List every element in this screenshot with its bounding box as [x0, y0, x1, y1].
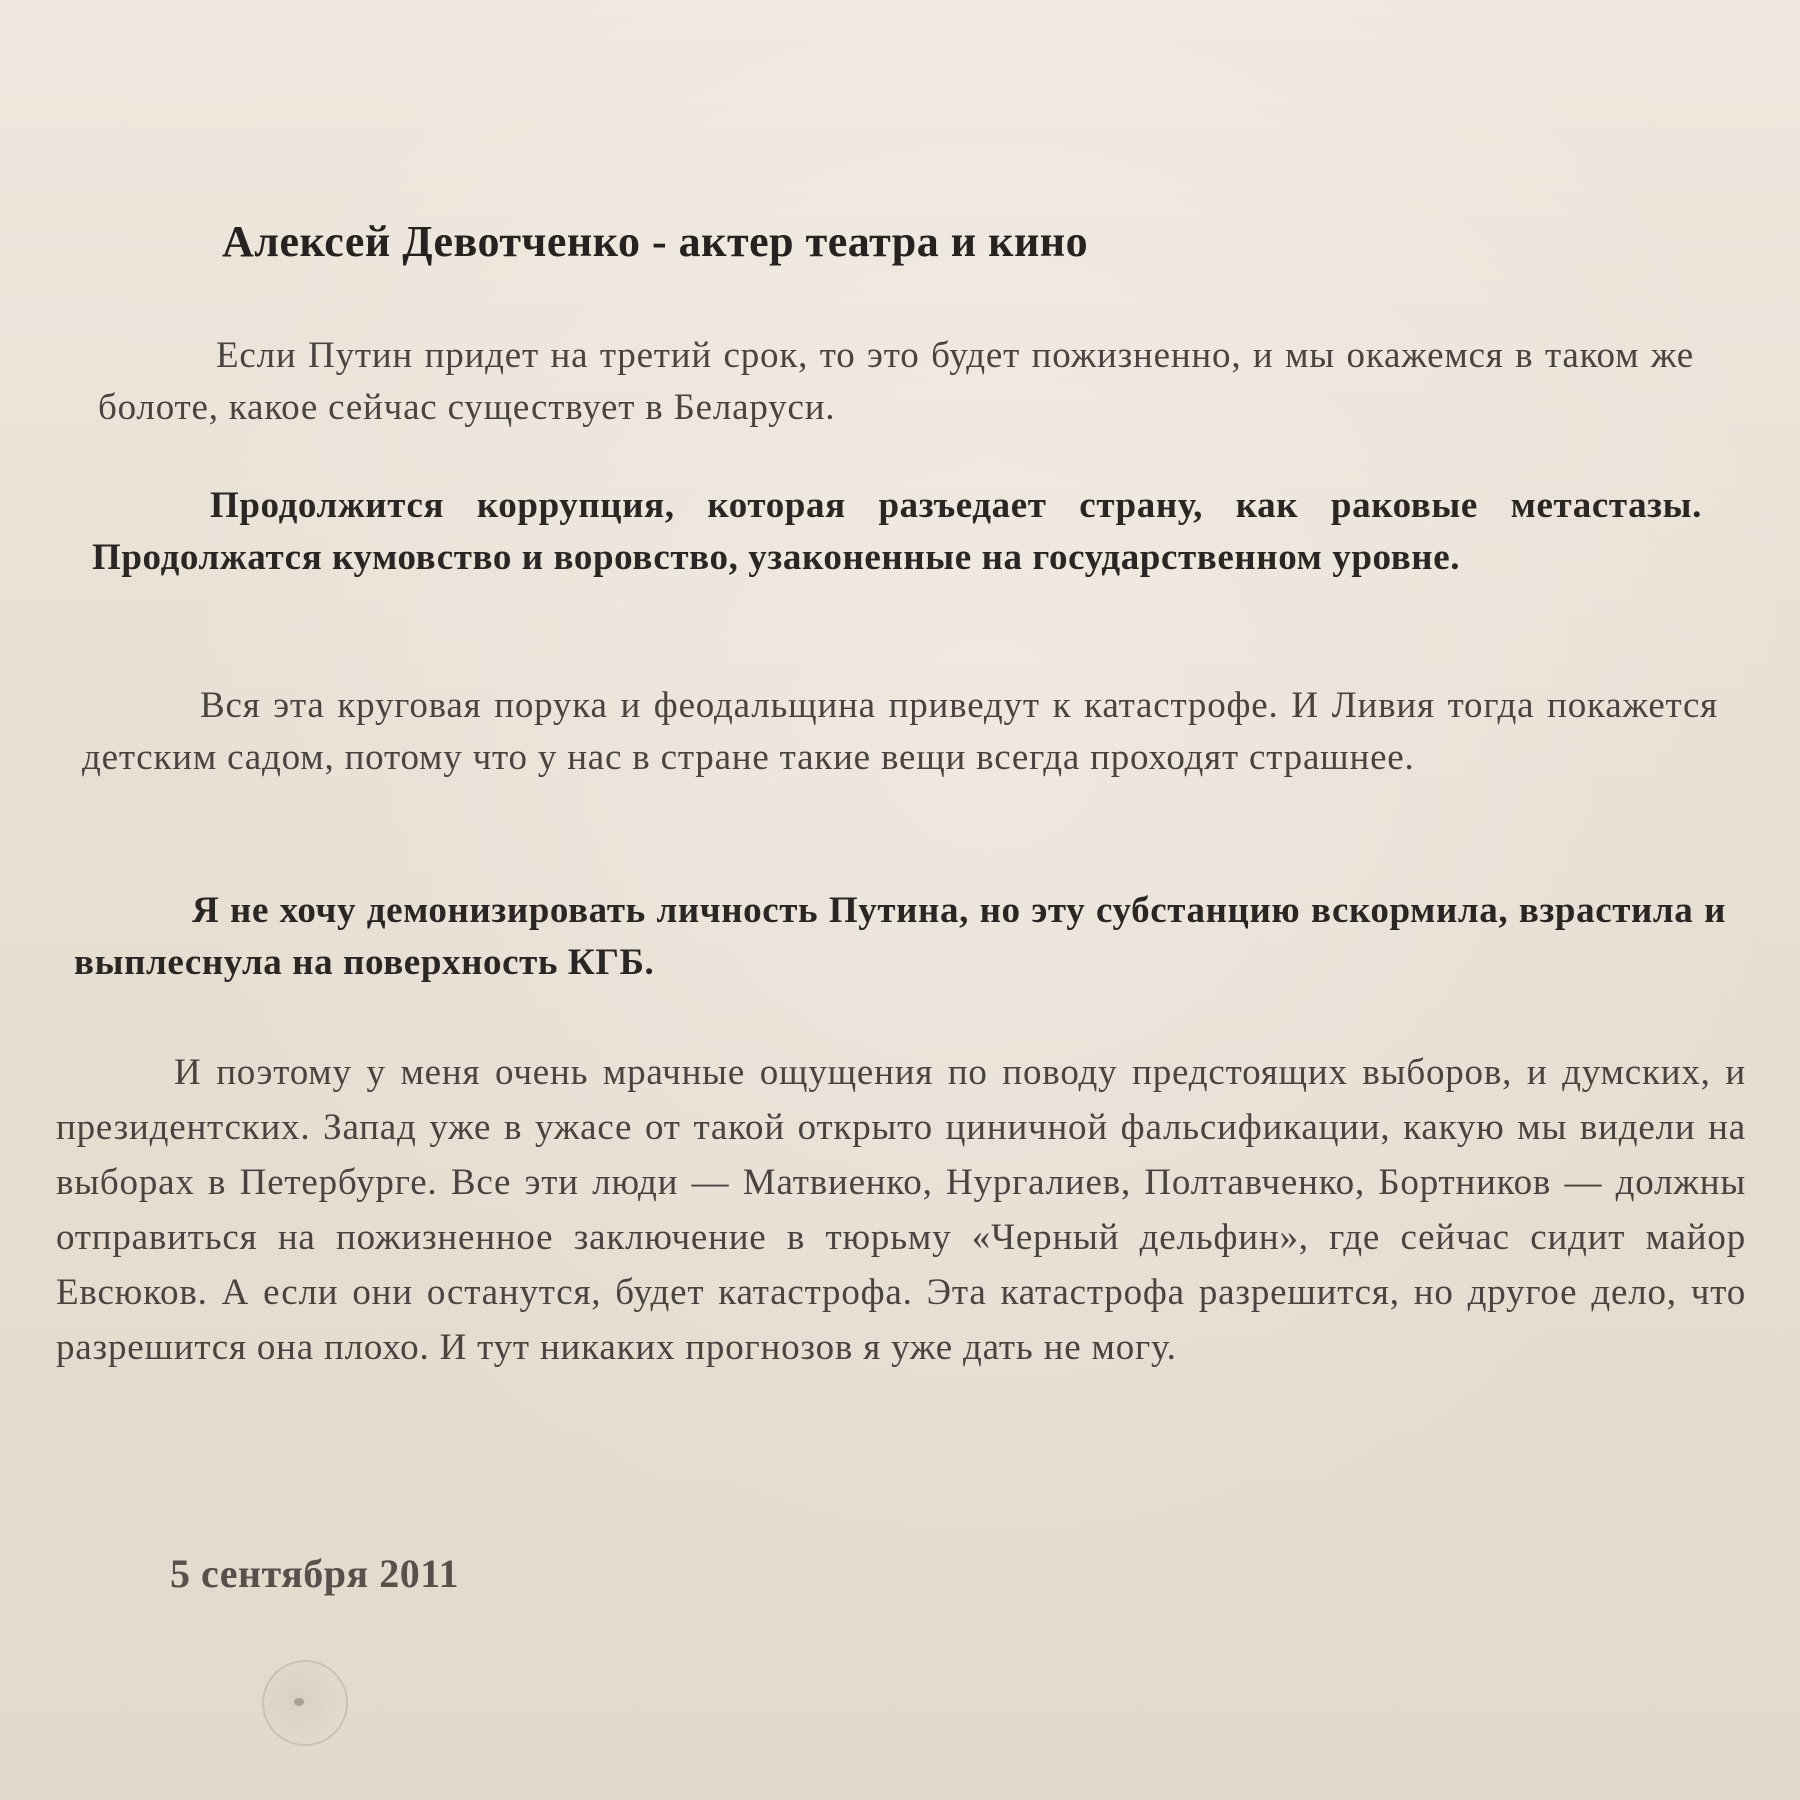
paragraph-third-term: Если Путин придет на третий срок, то это будет пожизненно, и мы окажемся в таком же болоте, какое сейчас существует в Беларуси.	[98, 335, 1694, 428]
paragraph-corruption: Продолжится коррупция, которая разъедает страну, как раковые метастазы. Продолжатся кумовство и воровство, узаконенные на государственном уровне.	[92, 485, 1702, 578]
document-date: 5 сентября 2011	[170, 1551, 459, 1596]
paragraph-elections: И поэтому у меня очень мрачные ощущения по поводу предстоящих выборов, и думских, и президентских. Запад уже в ужасе от такой открыто циничной фальсификации, какую мы видели на выборах в Петербурге. Все эти люди — Матвиенко, Нургалиев, Полтавченко, Бортников — должны отправиться на пожизненное заключение в тюрьму «Черный дельфин», где сейчас сидит майор Евсюков. А если они останутся, будет катастрофа. Эта катастрофа разрешится, но другое дело, что разрешится она плохо. И тут никаких прогнозов я уже дать не могу.	[56, 1052, 1746, 1368]
paragraph-kgb: Я не хочу демонизировать личность Путина, но эту субстанцию вскормила, взрастила и выплеснула на поверхность КГБ.	[74, 890, 1726, 983]
paragraph-catastrophe: Вся эта круговая порука и феодальщина приведут к катастрофе. И Ливия тогда покажется детским садом, потому что у нас в стране такие вещи всегда проходят страшнее.	[82, 685, 1718, 778]
punch-hole-mark	[262, 1660, 348, 1746]
page-title: Алексей Девотченко - актер театра и кино	[222, 217, 1089, 266]
